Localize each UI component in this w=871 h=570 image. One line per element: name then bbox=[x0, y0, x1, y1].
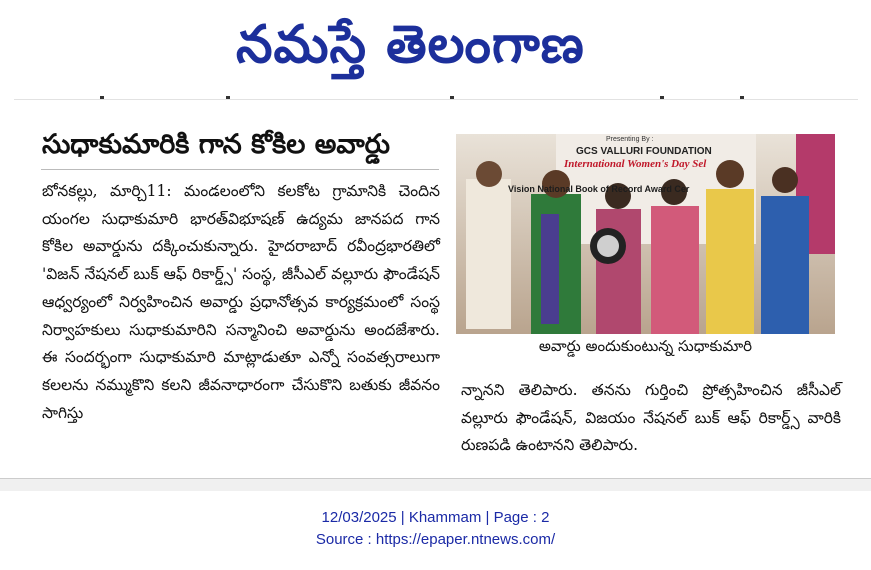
article-headline: సుధాకుమారికి గాన కోకిల అవార్డు bbox=[42, 129, 390, 160]
banner-presenting: Presenting By : bbox=[606, 136, 654, 143]
article-body-left-column: బోనకల్లు, మార్చి11: మండలంలోని కలకోట గ్రామానికి చెందిన యంగల సుధాకుమారి భారత్‌విభూషణ్ ఉద్యమ జానపద గాన కోకిల అవార్డును దక్కించుకున్నారు. హైదరాబాద్ రవీంద్రభారతిలో 'విజన్ నేషనల్ బుక్ ఆఫ్ రికార్డ్స్' సంస్థ, జీసీఎల్ వల్లూరు ఫౌండేషన్ ఆధ్వర్యంలో నిర్వహించిన అవార్డు ప్రధానోత్సవ కార్యక్రమంలో సంస్థ నిర్వాహకులు సుధాకుమారిని సన్మానించి అవార్డును అందజేశారు. ఈ సందర్భంగా సుధాకుమారి మాట్లాడుతూ ఎన్నో సంవత్సరాలుగా కలలను నమ్ముకొని కలని జీవనాధారంగా చేసుకొని బతుకు జీవనం సాగిస్తు bbox=[42, 182, 440, 422]
page-divider bbox=[0, 478, 871, 491]
banner-foundation: GCS VALLURI FOUNDATION bbox=[576, 146, 712, 157]
news-clipping bbox=[14, 99, 858, 467]
footer-date-line: 12/03/2025 | Khammam | Page : 2 bbox=[321, 509, 550, 526]
headline-rule bbox=[41, 169, 439, 170]
newspaper-logo: నమస్తే తెలంగాణ bbox=[236, 15, 585, 75]
footer-source-line: Source : https://epaper.ntnews.com/ bbox=[315, 531, 556, 548]
photo-caption: అవార్డు అందుకుంటున్న సుధాకుమారి bbox=[538, 337, 753, 355]
article-body-right-column: న్నానని తెలిపారు. తనను గుర్తించి ప్రోత్సహించిన జీసీఎల్ వల్లూరు ఫౌండేషన్, విజయం నేషనల్ బుక్ ఆఫ్ రికార్డ్స్ వారికి రుణపడి ఉంటానని తెలిపారు. bbox=[461, 381, 841, 455]
banner-record: Vision National Book of Record Award Cer bbox=[508, 184, 690, 194]
banner-event: International Women's Day Sel bbox=[564, 158, 707, 170]
masthead bbox=[0, 0, 871, 98]
article-photo bbox=[456, 134, 835, 334]
